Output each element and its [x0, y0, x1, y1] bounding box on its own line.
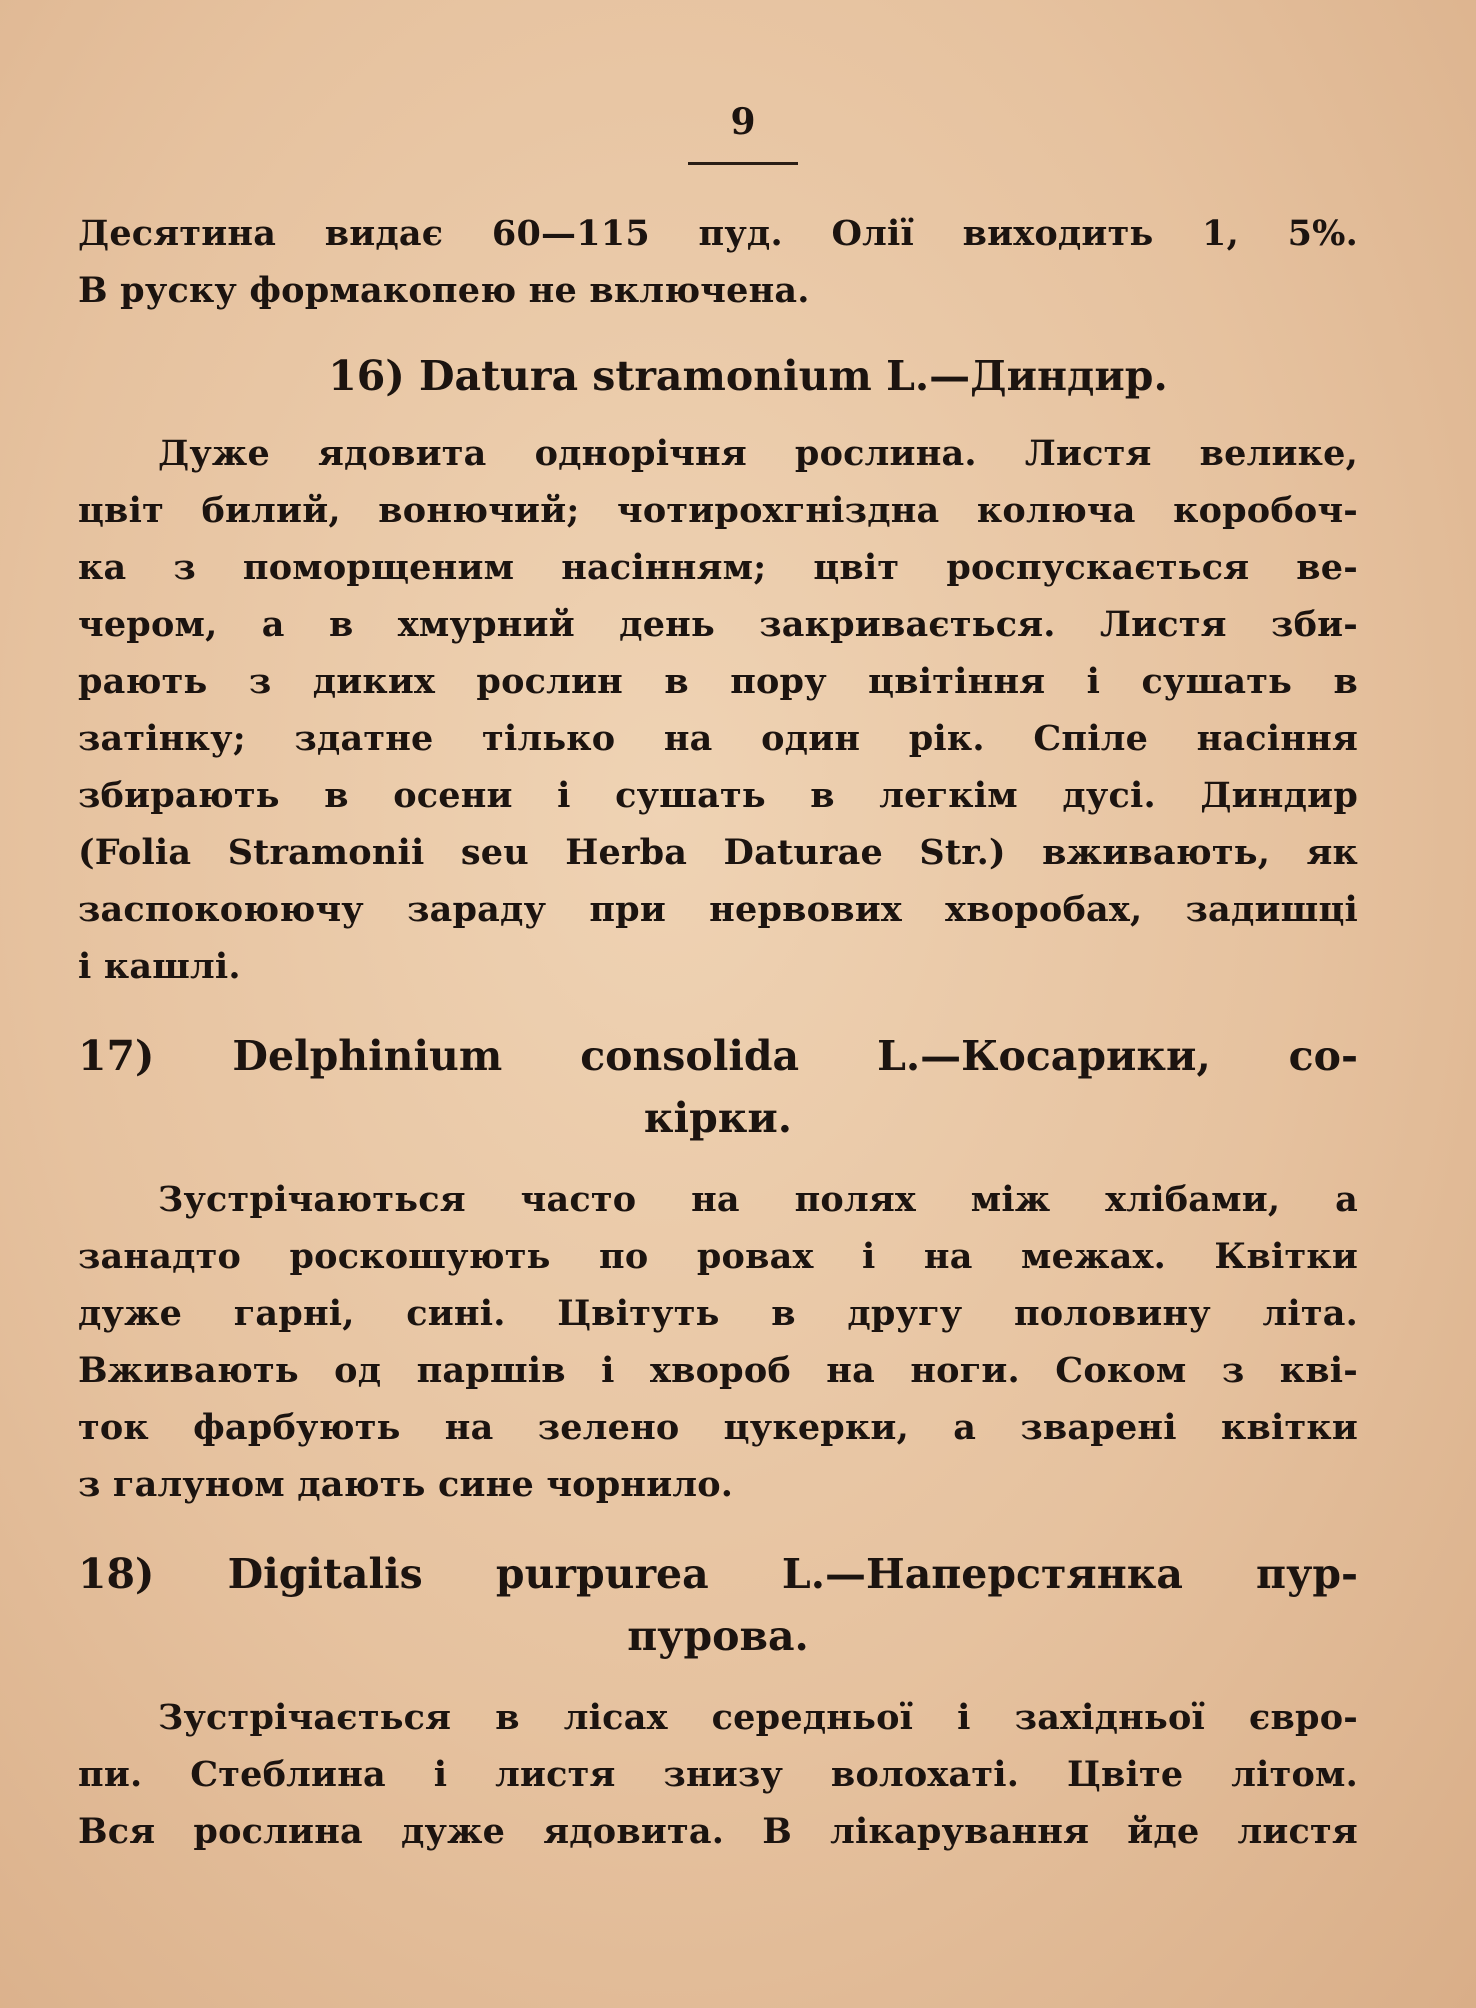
- intro-paragraph: [78, 205, 1358, 319]
- text-line: Зустрічається в лісах середньої і західньої євро-: [158, 1697, 1358, 1738]
- text-line: Десятина видає 60—115 пуд. Олії виходить 1, 5%.: [78, 213, 1358, 254]
- text-line: Дуже ядовита однорічня рослина. Листя велике,: [158, 433, 1358, 474]
- heading-line: 17) Delphinium consolida L.—Косарики, со-: [78, 1032, 1358, 1080]
- heading-line: 18) Digitalis purpurea L.—Наперстянка пур-: [78, 1550, 1358, 1598]
- section-heading-18: [78, 1543, 1358, 1667]
- text-line: заспокоюючу зараду при нервових хворобах, задишці: [78, 889, 1358, 930]
- text-line: і кашлі.: [78, 946, 241, 987]
- text-line: (Folia Stramonii seu Herba Daturae Str.) вживають, як: [78, 832, 1358, 873]
- text-line: дуже гарні, сині. Цвітуть в другу половину літа.: [78, 1293, 1358, 1334]
- section-body-18: [78, 1689, 1358, 1860]
- section-heading-16: [78, 345, 1358, 407]
- section-body-17: [78, 1171, 1358, 1513]
- page-number: 9: [730, 101, 756, 143]
- heading-line: пурова.: [627, 1612, 809, 1660]
- section-body-16: [78, 425, 1358, 995]
- text-line: пи. Стеблина і листя знизу волохаті. Цвіте літом.: [78, 1754, 1358, 1795]
- text-line: В руску формакопею не включена.: [78, 270, 810, 311]
- text-line: чером, а в хмурний день закривається. Листя зби-: [78, 604, 1358, 645]
- text-line: рають з диких рослин в пору цвітіння і сушать в: [78, 661, 1358, 702]
- heading-line: кірки.: [643, 1094, 793, 1142]
- page-number-rule: [688, 162, 798, 165]
- text-line: ка з поморщеним насінням; цвіт роспускається ве-: [78, 547, 1358, 588]
- text-line: збирають в осени і сушать в легкім дусі. Диндир: [78, 775, 1358, 816]
- text-line: ток фарбують на зелено цукерки, а зварені квітки: [78, 1407, 1358, 1448]
- text-line: Вся рослина дуже ядовита. В лікарування йде листя: [78, 1811, 1358, 1852]
- book-page: [78, 100, 1358, 1860]
- text-line: з галуном дають сине чорнило.: [78, 1464, 734, 1505]
- section-heading-17: [78, 1025, 1358, 1149]
- heading-line: 16) Datura stramonium L.—Диндир.: [328, 352, 1168, 400]
- text-line: Вживають од паршів і хвороб на ноги. Соком з кві-: [78, 1350, 1358, 1391]
- text-line: Зустрічаються часто на полях між хлібами, а: [158, 1179, 1358, 1220]
- text-line: занадто роскошують по ровах і на межах. Квітки: [78, 1236, 1358, 1277]
- text-line: затінку; здатне тілько на один рік. Спіле насіння: [78, 718, 1358, 759]
- text-line: цвіт билий, вонючий; чотирохгніздна колюча коробоч-: [78, 490, 1358, 531]
